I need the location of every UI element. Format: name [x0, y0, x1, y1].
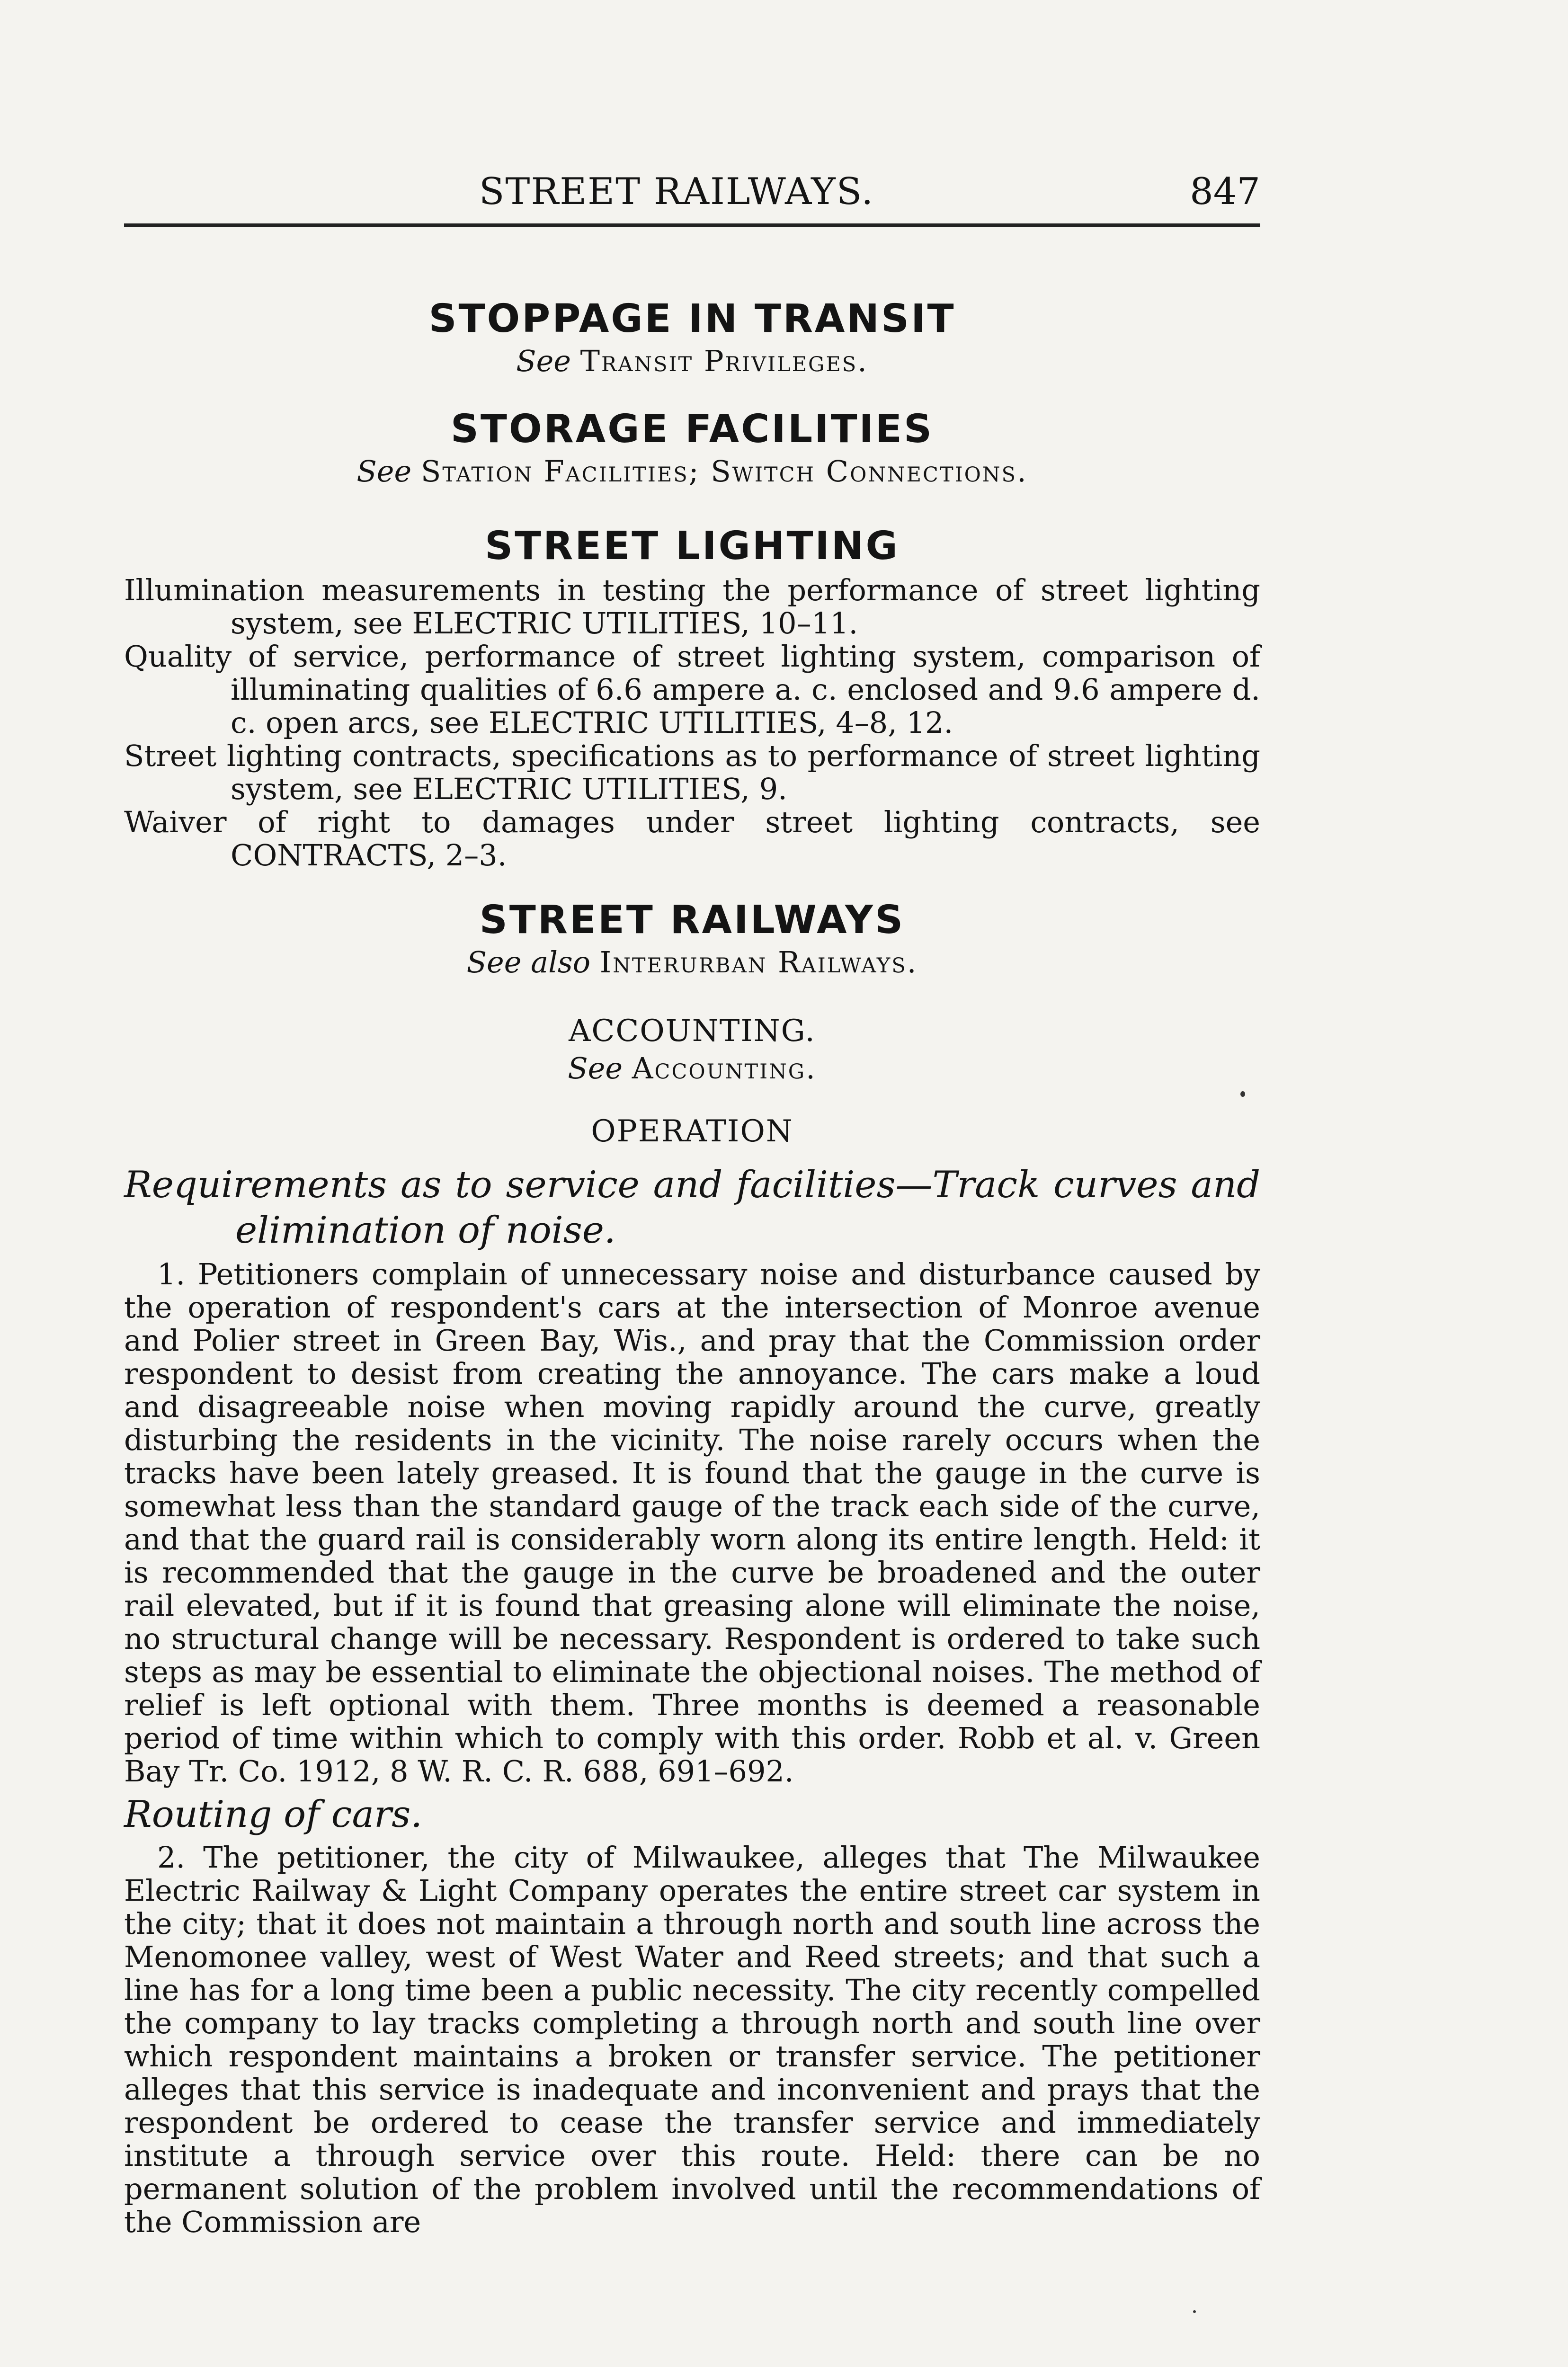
running-head [124, 170, 1260, 222]
see-word: See [356, 454, 412, 489]
header-rule [124, 223, 1260, 227]
page-number: 847 [1190, 170, 1260, 213]
running-title: STREET RAILWAYS. [479, 170, 874, 213]
topic-heading-track-curves: Requirements as to service and facilities—Track curves and elimination of noise. [124, 1164, 1260, 1252]
lighting-heading: STREET LIGHTING [485, 524, 900, 569]
section-storage-facilities [124, 406, 1260, 491]
scan-speck [1240, 1091, 1245, 1097]
see-word: See [568, 1050, 623, 1086]
index-entry: Street lighting contracts, specifications as to performance of street lighting system, see ELECTRIC UTILITIES, 9. [124, 739, 1260, 806]
cross-ref-target: Accounting. [632, 1050, 817, 1086]
index-entry: Illumination measurements in testing the performance of street lighting system, see ELECTRIC UTILITIES, 10–11. [124, 573, 1260, 641]
cross-ref-target: Transit Privileges. [580, 344, 868, 379]
subsection-operation [124, 1113, 1260, 1150]
accounting-heading: ACCOUNTING. [569, 1014, 816, 1049]
cross-ref-target: Interurban Railways. [599, 945, 918, 980]
stoppage-heading: STOPPAGE IN TRANSIT [428, 296, 956, 341]
stoppage-cross-ref [124, 342, 1260, 381]
see-word: See also [466, 945, 591, 980]
index-entry: Waiver of right to damages under street lighting contracts, see CONTRACTS, 2–3. [124, 805, 1260, 872]
operation-heading: OPERATION [591, 1114, 793, 1149]
section-street-lighting [124, 523, 1260, 570]
storage-cross-ref [124, 453, 1260, 491]
accounting-cross-ref [124, 1050, 1260, 1088]
storage-heading: STORAGE FACILITIES [450, 407, 934, 452]
operation-body [124, 1162, 1260, 2239]
railways-cross-ref [124, 943, 1260, 982]
lighting-index-entries [124, 574, 1260, 872]
paragraph-1: 1. Petitioners complain of unnecessary noise and disturbance caused by the operation of respondent's cars at the intersection of Monroe avenue and Polier street in Green Bay, Wis., and pray that the Commission order respondent to desist from creating the annoyance. The cars make a loud and disagreeable noise when moving rapidly around the curve, greatly disturbing the residents in the vicinity. The noise rarely occurs when the tracks have been lately greased. It is found that the gauge in the curve is somewhat less than the standard gauge of the track each side of the curve, and that the guard rail is considerably worn along its entire length. Held: it is recommended that the gauge in the curve be broadened and the outer rail elevated, but if it is found that greasing alone will eliminate the noise, no structural change will be necessary. Respondent is ordered to take such steps as may be essential to eliminate the objectional noises. The method of relief is left optional with them. Three months is deemed a reasonable period of time within which to comply with this order. Robb et al. v. Green Bay Tr. Co. 1912, 8 W. R. C. R. 688, 691–692. [124, 1257, 1260, 1789]
section-stoppage-in-transit [124, 296, 1260, 381]
railways-heading: STREET RAILWAYS [479, 898, 905, 943]
index-entry: Quality of service, performance of street lighting system, comparison of illuminating qualities of 6.6 ampere a. c. enclosed and 9.6 ampere d. c. open arcs, see ELECTRIC UTILITIES, 4–8, 12. [124, 639, 1260, 740]
subsection-accounting [124, 1013, 1260, 1087]
paragraph-2: 2. The petitioner, the city of Milwaukee, alleges that The Milwaukee Electric Railway & Light Company operates the entire street car system in the city; that it does not maintain a through north and south line across the Menomonee valley, west of West Water and Reed streets; and that such a line has for a long time been a public necessity. The city recently compelled the company to lay tracks completing a through north and south line over which respondent maintains a broken or transfer service. The petitioner alleges that this service is inadequate and inconvenient and prays that the respondent be ordered to cease the transfer service and immediately institute a through service over this route. Held: there can be no permanent solution of the problem involved until the recommendations of the Commission are [124, 1840, 1260, 2239]
see-word: See [516, 344, 571, 379]
scan-speck [1193, 2310, 1196, 2313]
section-street-railways [124, 897, 1260, 982]
cross-ref-target: Station Facilities; Switch Connections. [420, 454, 1028, 489]
topic-heading-routing: Routing of cars. [124, 1793, 423, 1836]
